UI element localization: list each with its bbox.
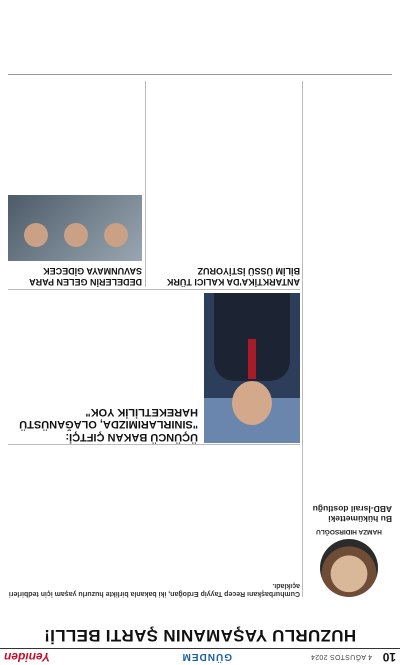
- page-number: 10: [382, 650, 396, 664]
- defense-story-headline: DEDELERİN GELEN PARA SAVUNMAYA GİDECEK: [29, 266, 142, 287]
- column-divider: [145, 81, 146, 287]
- antarctica-story-headline: ANTARKTİKA'DA KALICI TÜRK BİLİM ÜSSÜ İSTİYORUZ: [166, 266, 300, 287]
- erdogan-story-headline: ÜÇÜNCÜ BAKAN ÇIFTÇİ: "SINIRLARIMIZDA, OLAĞANÜSTÜ HAREKETLİLİK YOK": [19, 406, 198, 443]
- photo-person: [64, 223, 88, 247]
- section-title: GÜNDEM: [181, 651, 232, 662]
- lead-story: [8, 447, 300, 597]
- section-divider: [8, 289, 300, 290]
- author-kicker: Bu hükümetteki ABD-İsrail dostluğu: [312, 504, 392, 524]
- photo-person: [24, 223, 48, 247]
- defense-story-body: [8, 81, 142, 191]
- issue-date: 4 AĞUSTOS 2024: [310, 653, 372, 660]
- photo-figure-tie: [248, 339, 256, 379]
- erdogan-photo: [204, 293, 300, 443]
- newspaper-logo: Yeniden: [4, 650, 51, 664]
- antarctica-story-body: [150, 81, 300, 261]
- footer-body: [8, 15, 392, 71]
- defense-story-photo: [8, 195, 142, 261]
- footer-strip: [8, 14, 392, 75]
- author-name: HAMZA HIDIRSOĞLU: [316, 528, 382, 535]
- photo-person: [104, 223, 128, 247]
- author-photo: [320, 539, 378, 597]
- main-headline: HUZURLU YAŞAMANIN ŞARTI BELLİ!: [43, 626, 357, 645]
- erdogan-story-body: [8, 293, 198, 403]
- author-column: [306, 97, 392, 597]
- section-divider: [8, 444, 300, 445]
- lead-deck: Cumhurbaşkanı Recep Tayyip Erdoğan, iki bakanla birlikte huzurlu yaşam için tedbirleri açıkladı.: [8, 582, 300, 597]
- photo-figure-face: [232, 381, 272, 425]
- page-header: [0, 648, 400, 665]
- column-divider: [302, 81, 303, 597]
